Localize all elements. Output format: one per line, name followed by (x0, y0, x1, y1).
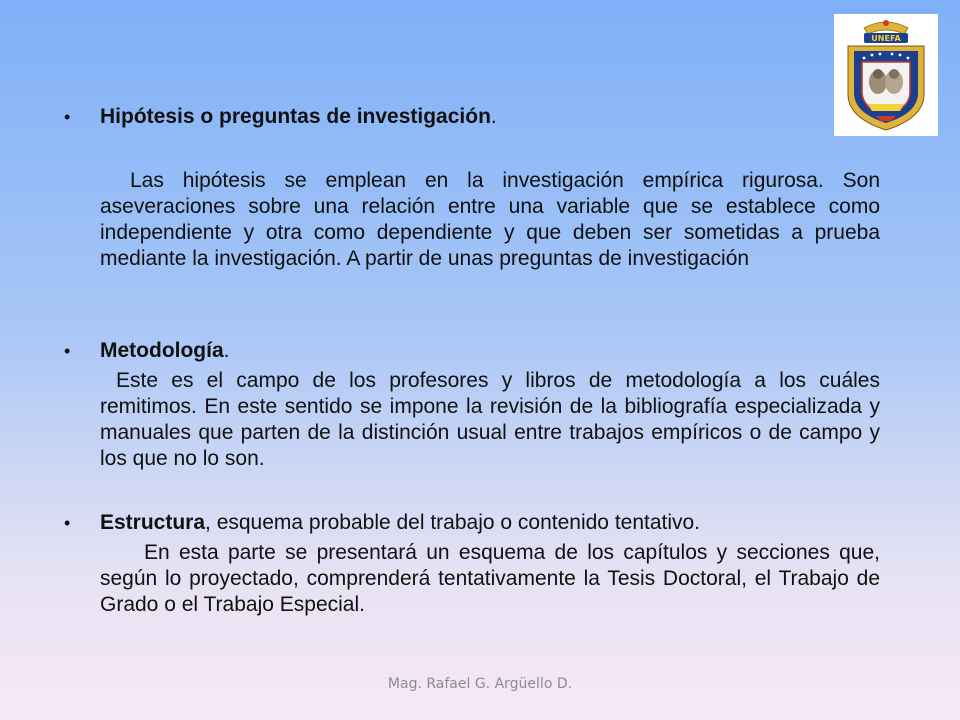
heading-suffix: . (223, 339, 230, 362)
section-estructura (64, 510, 886, 536)
section-hipotesis (64, 104, 886, 130)
paragraph-text: En esta parte se presentará un esquema de los capítulos y secciones que, según lo proyectado, comprenderá tentativamente la Tesis Doctoral, el Trabajo de Grado o el Trabajo Especial. (100, 541, 880, 616)
bullet-heading (64, 104, 886, 130)
heading-suffix: . (490, 105, 497, 128)
paragraph-text: Las hipótesis se emplean en la investigación empírica rigurosa. Son aseveraciones sobre una relación entre una variable que se establece como independiente y otra como dependiente y que deben ser sometidas a prueba mediante la investigación. A partir de unas preguntas de investigación (100, 169, 880, 270)
section-metodologia (64, 338, 886, 364)
bullet-heading (64, 338, 886, 364)
bullet-icon: • (64, 513, 71, 533)
heading-suffix: , esquema probable del trabajo o contenido tentativo. (205, 511, 701, 534)
heading-title: Hipótesis o preguntas de investigación (100, 105, 491, 128)
bullet-heading (64, 510, 886, 536)
paragraph-hipotesis (100, 168, 880, 272)
paragraph-text: Este es el campo de los profesores y libros de metodología a los cuáles remitimos. En este sentido se impone la revisión de la bibliografía especializada y manuales que parten de la distinción usual entre trabajos empíricos o de campo y los que no lo son. (100, 369, 880, 470)
paragraph-metodologia (100, 368, 880, 472)
crest-name: UNEFA (871, 34, 901, 43)
bullet-icon: • (64, 107, 71, 127)
footer-author: Mag. Rafael G. Argüello D. (387, 676, 573, 692)
heading-title: Metodología (100, 339, 224, 362)
bullet-icon: • (64, 341, 71, 361)
paragraph-estructura (100, 540, 880, 618)
heading-title: Estructura (100, 511, 206, 534)
